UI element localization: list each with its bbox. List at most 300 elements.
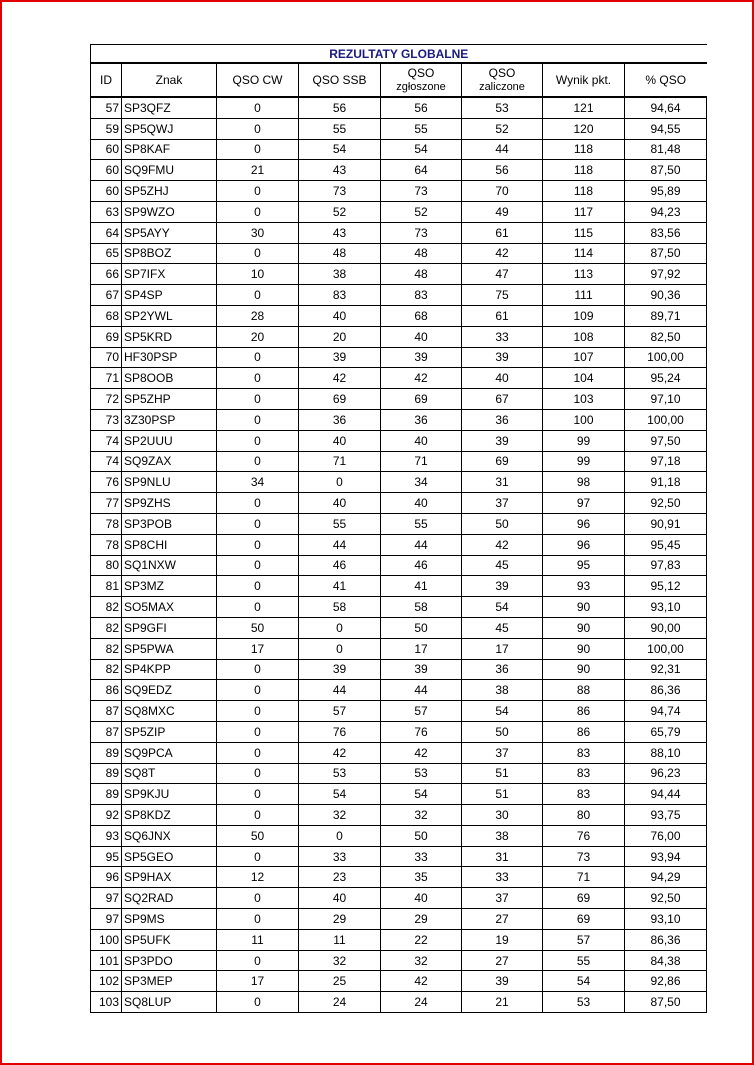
- row-qso-claimed: 24: [381, 992, 462, 1013]
- row-score: 90: [543, 617, 625, 638]
- row-score: 100: [543, 409, 625, 430]
- table-title: REZULTATY GLOBALNE: [91, 45, 707, 64]
- table-row: [91, 264, 707, 285]
- row-qso-accepted: 39: [462, 971, 543, 992]
- row-qso-accepted: 69: [462, 451, 543, 472]
- row-call: SP9ZHS: [122, 493, 217, 514]
- row-qso-accepted: 33: [462, 326, 543, 347]
- header-row: [91, 63, 707, 97]
- row-pct: 94,29: [625, 867, 707, 888]
- row-qso-cw: 0: [217, 659, 299, 680]
- row-qso-cw: 0: [217, 701, 299, 722]
- row-score: 103: [543, 389, 625, 410]
- row-pct: 90,00: [625, 617, 707, 638]
- row-id: 82: [91, 638, 122, 659]
- row-call: SP8BOZ: [122, 243, 217, 264]
- row-score: 117: [543, 201, 625, 222]
- row-score: 104: [543, 368, 625, 389]
- row-qso-ssb: 76: [299, 721, 381, 742]
- row-qso-claimed: 40: [381, 430, 462, 451]
- row-pct: 97,10: [625, 389, 707, 410]
- row-score: 80: [543, 805, 625, 826]
- row-id: 71: [91, 368, 122, 389]
- row-qso-cw: 0: [217, 992, 299, 1013]
- table-row: [91, 825, 707, 846]
- row-pct: 87,50: [625, 243, 707, 264]
- row-score: 96: [543, 534, 625, 555]
- row-qso-claimed: 41: [381, 576, 462, 597]
- row-call: SP5UFK: [122, 929, 217, 950]
- row-score: 111: [543, 285, 625, 306]
- row-qso-claimed: 34: [381, 472, 462, 493]
- row-id: 101: [91, 950, 122, 971]
- row-score: 86: [543, 701, 625, 722]
- row-id: 74: [91, 430, 122, 451]
- row-qso-ssb: 54: [299, 784, 381, 805]
- table-row: [91, 784, 707, 805]
- row-pct: 86,36: [625, 929, 707, 950]
- row-id: 95: [91, 846, 122, 867]
- row-score: 118: [543, 181, 625, 202]
- row-qso-cw: 20: [217, 326, 299, 347]
- row-qso-claimed: 44: [381, 534, 462, 555]
- row-qso-ssb: 48: [299, 243, 381, 264]
- table-row: [91, 347, 707, 368]
- table-row: [91, 305, 707, 326]
- row-qso-ssb: 40: [299, 493, 381, 514]
- row-pct: 93,94: [625, 846, 707, 867]
- row-call: SQ9PCA: [122, 742, 217, 763]
- header-qso-accepted-top: QSO: [488, 66, 516, 80]
- table-row: [91, 659, 707, 680]
- row-id: 60: [91, 139, 122, 160]
- row-qso-ssb: 11: [299, 929, 381, 950]
- row-call: SP3MZ: [122, 576, 217, 597]
- row-call: SP2YWL: [122, 305, 217, 326]
- row-pct: 91,18: [625, 472, 707, 493]
- row-score: 88: [543, 680, 625, 701]
- table-row: [91, 992, 707, 1013]
- table-row: [91, 950, 707, 971]
- row-score: 86: [543, 721, 625, 742]
- row-id: 68: [91, 305, 122, 326]
- row-call: SP5KRD: [122, 326, 217, 347]
- row-qso-cw: 0: [217, 597, 299, 618]
- row-pct: 97,83: [625, 555, 707, 576]
- row-call: SP8OOB: [122, 368, 217, 389]
- row-score: 120: [543, 118, 625, 139]
- row-pct: 90,36: [625, 285, 707, 306]
- row-score: 55: [543, 950, 625, 971]
- row-call: SQ6JNX: [122, 825, 217, 846]
- row-qso-ssb: 0: [299, 472, 381, 493]
- row-qso-ssb: 39: [299, 659, 381, 680]
- row-pct: 65,79: [625, 721, 707, 742]
- header-qso-claimed: [381, 63, 462, 97]
- row-qso-accepted: 50: [462, 721, 543, 742]
- row-qso-ssb: 83: [299, 285, 381, 306]
- table-row: [91, 451, 707, 472]
- row-pct: 94,64: [625, 97, 707, 118]
- row-qso-ssb: 55: [299, 513, 381, 534]
- row-qso-ssb: 57: [299, 701, 381, 722]
- row-qso-ssb: 41: [299, 576, 381, 597]
- table-row: [91, 971, 707, 992]
- row-score: 90: [543, 597, 625, 618]
- header-id: ID: [91, 63, 122, 97]
- row-call: SQ8T: [122, 763, 217, 784]
- row-qso-claimed: 55: [381, 118, 462, 139]
- row-call: SP5AYY: [122, 222, 217, 243]
- table-row: [91, 721, 707, 742]
- row-qso-claimed: 73: [381, 181, 462, 202]
- row-qso-claimed: 64: [381, 160, 462, 181]
- row-call: HF30PSP: [122, 347, 217, 368]
- row-call: SP9KJU: [122, 784, 217, 805]
- row-id: 89: [91, 742, 122, 763]
- row-qso-accepted: 27: [462, 909, 543, 930]
- row-score: 118: [543, 160, 625, 181]
- table-row: [91, 867, 707, 888]
- table-row: [91, 929, 707, 950]
- row-score: 76: [543, 825, 625, 846]
- row-call: SQ8LUP: [122, 992, 217, 1013]
- row-qso-accepted: 51: [462, 763, 543, 784]
- row-call: SP9NLU: [122, 472, 217, 493]
- row-qso-ssb: 43: [299, 160, 381, 181]
- row-pct: 95,45: [625, 534, 707, 555]
- row-pct: 96,23: [625, 763, 707, 784]
- row-qso-claimed: 44: [381, 680, 462, 701]
- row-qso-accepted: 51: [462, 784, 543, 805]
- row-qso-cw: 0: [217, 97, 299, 118]
- table-row: [91, 909, 707, 930]
- row-id: 82: [91, 597, 122, 618]
- row-id: 93: [91, 825, 122, 846]
- header-qso-ssb: QSO SSB: [299, 63, 381, 97]
- table-row: [91, 763, 707, 784]
- row-pct: 93,10: [625, 909, 707, 930]
- row-qso-cw: 0: [217, 721, 299, 742]
- row-score: 69: [543, 909, 625, 930]
- row-pct: 81,48: [625, 139, 707, 160]
- row-qso-claimed: 39: [381, 659, 462, 680]
- row-id: 89: [91, 763, 122, 784]
- row-qso-cw: 28: [217, 305, 299, 326]
- row-pct: 84,38: [625, 950, 707, 971]
- row-qso-claimed: 56: [381, 97, 462, 118]
- header-qso-accepted: [462, 63, 543, 97]
- row-call: SP5GEO: [122, 846, 217, 867]
- row-qso-cw: 12: [217, 867, 299, 888]
- row-qso-claimed: 52: [381, 201, 462, 222]
- row-qso-cw: 10: [217, 264, 299, 285]
- row-score: 73: [543, 846, 625, 867]
- row-call: SP9HAX: [122, 867, 217, 888]
- table-row: [91, 326, 707, 347]
- row-score: 118: [543, 139, 625, 160]
- row-score: 95: [543, 555, 625, 576]
- row-call: SP3POB: [122, 513, 217, 534]
- row-qso-cw: 0: [217, 347, 299, 368]
- row-score: 98: [543, 472, 625, 493]
- table-row: [91, 368, 707, 389]
- row-qso-cw: 34: [217, 472, 299, 493]
- row-qso-cw: 17: [217, 638, 299, 659]
- row-qso-accepted: 54: [462, 701, 543, 722]
- header-call: Znak: [122, 63, 217, 97]
- row-qso-accepted: 44: [462, 139, 543, 160]
- row-qso-accepted: 37: [462, 742, 543, 763]
- row-qso-cw: 0: [217, 513, 299, 534]
- table-row: [91, 430, 707, 451]
- row-qso-accepted: 49: [462, 201, 543, 222]
- row-qso-claimed: 48: [381, 264, 462, 285]
- row-call: SQ2RAD: [122, 888, 217, 909]
- row-call: SP3QFZ: [122, 97, 217, 118]
- row-qso-ssb: 58: [299, 597, 381, 618]
- row-qso-cw: 0: [217, 680, 299, 701]
- row-qso-claimed: 68: [381, 305, 462, 326]
- row-qso-claimed: 35: [381, 867, 462, 888]
- row-score: 114: [543, 243, 625, 264]
- table-row: [91, 513, 707, 534]
- results-table: [90, 44, 707, 1013]
- row-qso-claimed: 54: [381, 784, 462, 805]
- row-call: SP4KPP: [122, 659, 217, 680]
- row-qso-claimed: 54: [381, 139, 462, 160]
- row-call: SP4SP: [122, 285, 217, 306]
- row-qso-claimed: 50: [381, 825, 462, 846]
- row-qso-cw: 50: [217, 825, 299, 846]
- table-body: [91, 97, 707, 1013]
- row-qso-accepted: 30: [462, 805, 543, 826]
- row-id: 74: [91, 451, 122, 472]
- row-qso-claimed: 58: [381, 597, 462, 618]
- row-id: 65: [91, 243, 122, 264]
- row-id: 72: [91, 389, 122, 410]
- row-score: 90: [543, 659, 625, 680]
- row-id: 86: [91, 680, 122, 701]
- row-qso-ssb: 25: [299, 971, 381, 992]
- table-row: [91, 243, 707, 264]
- row-pct: 97,50: [625, 430, 707, 451]
- row-id: 80: [91, 555, 122, 576]
- row-id: 60: [91, 181, 122, 202]
- row-qso-accepted: 53: [462, 97, 543, 118]
- row-qso-ssb: 36: [299, 409, 381, 430]
- row-qso-cw: 0: [217, 181, 299, 202]
- row-pct: 82,50: [625, 326, 707, 347]
- row-qso-cw: 0: [217, 118, 299, 139]
- row-pct: 94,44: [625, 784, 707, 805]
- row-qso-accepted: 42: [462, 243, 543, 264]
- row-qso-cw: 0: [217, 285, 299, 306]
- row-qso-accepted: 38: [462, 680, 543, 701]
- row-call: SP8KDZ: [122, 805, 217, 826]
- table-row: [91, 576, 707, 597]
- row-score: 69: [543, 888, 625, 909]
- row-qso-cw: 0: [217, 846, 299, 867]
- row-id: 66: [91, 264, 122, 285]
- row-qso-cw: 17: [217, 971, 299, 992]
- row-score: 99: [543, 430, 625, 451]
- row-id: 103: [91, 992, 122, 1013]
- row-qso-cw: 0: [217, 950, 299, 971]
- row-qso-claimed: 48: [381, 243, 462, 264]
- row-score: 93: [543, 576, 625, 597]
- row-qso-ssb: 53: [299, 763, 381, 784]
- row-id: 69: [91, 326, 122, 347]
- row-qso-cw: 0: [217, 368, 299, 389]
- row-score: 90: [543, 638, 625, 659]
- table-row: [91, 597, 707, 618]
- row-qso-ssb: 23: [299, 867, 381, 888]
- row-id: 102: [91, 971, 122, 992]
- row-call: SP5ZHJ: [122, 181, 217, 202]
- row-qso-accepted: 39: [462, 576, 543, 597]
- row-qso-ssb: 71: [299, 451, 381, 472]
- row-id: 97: [91, 909, 122, 930]
- header-qso-cw: QSO CW: [217, 63, 299, 97]
- row-qso-claimed: 22: [381, 929, 462, 950]
- row-qso-accepted: 19: [462, 929, 543, 950]
- table-row: [91, 118, 707, 139]
- table-row: [91, 680, 707, 701]
- row-call: SP8CHI: [122, 534, 217, 555]
- row-id: 92: [91, 805, 122, 826]
- row-qso-ssb: 0: [299, 638, 381, 659]
- row-qso-accepted: 56: [462, 160, 543, 181]
- row-id: 73: [91, 409, 122, 430]
- row-qso-accepted: 75: [462, 285, 543, 306]
- row-id: 57: [91, 97, 122, 118]
- row-call: SQ1NXW: [122, 555, 217, 576]
- row-pct: 94,74: [625, 701, 707, 722]
- row-qso-accepted: 36: [462, 659, 543, 680]
- row-qso-cw: 0: [217, 763, 299, 784]
- row-call: SP2UUU: [122, 430, 217, 451]
- row-call: SP3MEP: [122, 971, 217, 992]
- row-qso-accepted: 39: [462, 430, 543, 451]
- table-row: [91, 742, 707, 763]
- row-id: 78: [91, 513, 122, 534]
- row-qso-cw: 30: [217, 222, 299, 243]
- row-id: 81: [91, 576, 122, 597]
- row-score: 83: [543, 763, 625, 784]
- row-score: 83: [543, 742, 625, 763]
- row-qso-claimed: 32: [381, 805, 462, 826]
- row-pct: 86,36: [625, 680, 707, 701]
- row-id: 78: [91, 534, 122, 555]
- row-pct: 76,00: [625, 825, 707, 846]
- row-qso-cw: 0: [217, 742, 299, 763]
- row-qso-claimed: 69: [381, 389, 462, 410]
- row-id: 82: [91, 659, 122, 680]
- row-score: 121: [543, 97, 625, 118]
- row-qso-cw: 0: [217, 139, 299, 160]
- header-qso-accepted-bottom: zaliczone: [479, 81, 525, 93]
- row-qso-claimed: 17: [381, 638, 462, 659]
- row-qso-cw: 11: [217, 929, 299, 950]
- row-id: 76: [91, 472, 122, 493]
- row-qso-claimed: 46: [381, 555, 462, 576]
- row-score: 83: [543, 784, 625, 805]
- row-score: 113: [543, 264, 625, 285]
- row-call: SP9GFI: [122, 617, 217, 638]
- row-qso-ssb: 33: [299, 846, 381, 867]
- row-pct: 94,23: [625, 201, 707, 222]
- row-pct: 90,91: [625, 513, 707, 534]
- row-qso-accepted: 38: [462, 825, 543, 846]
- row-qso-accepted: 45: [462, 617, 543, 638]
- table-row: [91, 805, 707, 826]
- title-row: [91, 45, 707, 64]
- table-row: [91, 285, 707, 306]
- row-qso-cw: 0: [217, 576, 299, 597]
- table-row: [91, 534, 707, 555]
- row-qso-accepted: 36: [462, 409, 543, 430]
- row-id: 67: [91, 285, 122, 306]
- row-qso-ssb: 46: [299, 555, 381, 576]
- row-score: 71: [543, 867, 625, 888]
- row-qso-claimed: 50: [381, 617, 462, 638]
- row-qso-claimed: 32: [381, 950, 462, 971]
- row-id: 89: [91, 784, 122, 805]
- row-qso-cw: 0: [217, 243, 299, 264]
- row-id: 64: [91, 222, 122, 243]
- row-qso-ssb: 20: [299, 326, 381, 347]
- table-row: [91, 201, 707, 222]
- row-qso-accepted: 52: [462, 118, 543, 139]
- row-qso-accepted: 31: [462, 846, 543, 867]
- row-score: 99: [543, 451, 625, 472]
- row-qso-cw: 0: [217, 888, 299, 909]
- row-pct: 95,24: [625, 368, 707, 389]
- table-row: [91, 409, 707, 430]
- row-qso-ssb: 43: [299, 222, 381, 243]
- row-qso-accepted: 70: [462, 181, 543, 202]
- row-pct: 87,50: [625, 992, 707, 1013]
- row-qso-claimed: 40: [381, 888, 462, 909]
- row-qso-ssb: 38: [299, 264, 381, 285]
- row-qso-accepted: 47: [462, 264, 543, 285]
- table-row: [91, 555, 707, 576]
- table-row: [91, 472, 707, 493]
- row-qso-claimed: 57: [381, 701, 462, 722]
- row-qso-ssb: 56: [299, 97, 381, 118]
- row-score: 107: [543, 347, 625, 368]
- row-qso-ssb: 0: [299, 617, 381, 638]
- header-score: Wynik pkt.: [543, 63, 625, 97]
- row-id: 63: [91, 201, 122, 222]
- row-qso-ssb: 42: [299, 368, 381, 389]
- row-call: SQ9FMU: [122, 160, 217, 181]
- row-qso-cw: 50: [217, 617, 299, 638]
- row-qso-ssb: 0: [299, 825, 381, 846]
- row-qso-cw: 0: [217, 805, 299, 826]
- row-id: 87: [91, 721, 122, 742]
- row-qso-ssb: 40: [299, 888, 381, 909]
- row-id: 82: [91, 617, 122, 638]
- table-row: [91, 160, 707, 181]
- row-pct: 93,10: [625, 597, 707, 618]
- row-qso-cw: 0: [217, 493, 299, 514]
- row-pct: 97,18: [625, 451, 707, 472]
- row-call: 3Z30PSP: [122, 409, 217, 430]
- row-pct: 97,92: [625, 264, 707, 285]
- row-call: SP5ZIP: [122, 721, 217, 742]
